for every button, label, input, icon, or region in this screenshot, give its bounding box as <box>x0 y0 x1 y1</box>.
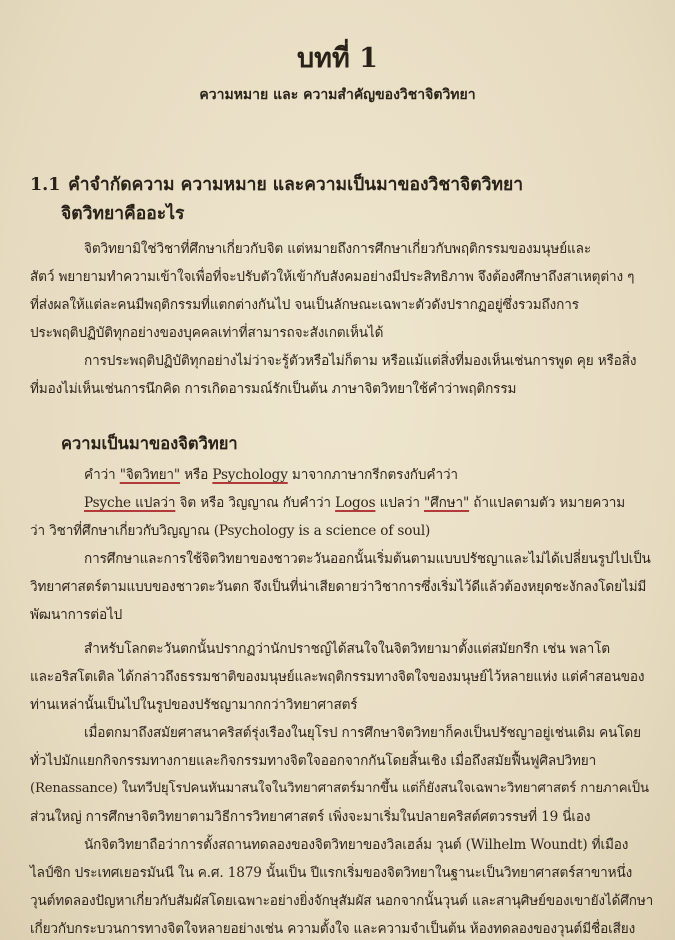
paragraph-line: การประพฤติปฏิบัติทุกอย่างไม่ว่าจะรู้ตัวหรือไม่ก็ตาม หรือแม้แต่สิ่งที่มองเห็นเช่นการพูด คุย หรือสิ่ง <box>84 353 637 369</box>
paragraph-line: เมื่อตกมาถึงสมัยศาสนาคริสต์รุ่งเรืองในยุโรป การศึกษาจิตวิทยาก็คงเป็นปรัชญาอยู่เช่นเดิม คนโดย <box>84 725 641 741</box>
paragraph-line: และอริสโตเติล ได้กล่าวถึงธรรมชาติของมนุษย์และพฤติกรรมทางจิตใจของมนุษย์ไว้หลายแห่ง แต่คำสอนของ <box>30 669 645 685</box>
term-jitwitthaya: "จิตวิทยา" <box>119 467 181 483</box>
paragraph-line: ส่วนใหญ่ การศึกษาจิตวิทยาตามวิธีการวิทยาศาสตร์ เพิ่งจะมาเริ่มในปลายคริสต์ศตวรรษที่ 19 นี่เอง <box>30 809 591 825</box>
paragraph-line: จิตวิทยามิใช่วิชาที่ศึกษาเกี่ยวกับจิต แต่หมายถึงการศึกษาเกี่ยวกับพฤติกรรมของมนุษย์และ <box>84 241 591 257</box>
paragraph-line: วุนต์ทดลองปัญหาเกี่ยวกับสัมผัสโดยเฉพาะอย่างยิ่งจักษุสัมผัส นอกจากนั้นวุนต์ และสานุศิษย์ของเขายังได้ศึกษา <box>30 893 654 909</box>
chapter-title: ความหมาย และ ความสำคัญของวิชาจิตวิทยา <box>199 87 476 103</box>
section-number: 1.1 <box>30 175 61 195</box>
term-suksa: "ศึกษา" <box>424 495 470 511</box>
paragraph-line: นักจิตวิทยาถือว่าการตั้งสถานทดลองของจิตวิทยาของวิลเฮล์ม วุนต์ (Wilhelm Woundt) ที่เมือง <box>84 837 629 853</box>
subheading-what-is-psychology: จิตวิทยาคืออะไร <box>61 204 185 224</box>
paragraph-line: ประพฤติปฏิบัติทุกอย่างของบุคคลเท่าที่สามารถจะสังเกตเห็นได้ <box>30 325 384 341</box>
section-title: คำจำกัดความ ความหมาย และความเป็นมาของวิชาจิตวิทยา <box>68 175 524 195</box>
paragraph-line: สัตว์ พยายามทำความเข้าใจเพื่อที่จะปรับตัวให้เข้ากับสังคมอย่างมีประสิทธิภาพ จึงต้องศึกษาถึงสาเหตุต่าง ๆ <box>30 269 635 285</box>
section-heading <box>30 170 523 198</box>
term-psyche: Psyche แปลว่า <box>84 495 176 511</box>
term-psychology: Psychology <box>212 467 288 483</box>
paragraph-line: ท่านเหล่านั้นเป็นไปในรูปของปรัชญามากกว่าวิทยาศาสตร์ <box>30 697 358 713</box>
text-run: แปลว่า <box>375 495 425 511</box>
paragraph-line: ไลป์ซิก ประเทศเยอรมันนี ใน ค.ศ. 1879 นั้นเป็น ปีแรกเริ่มของจิตวิทยาในฐานะเป็นวิทยาศาสตร์สาขาหนึ่ง <box>30 865 633 881</box>
paragraph-line: (Renassance) ในทวีปยุโรปคนหันมาสนใจในวิทยาศาสตร์มากขึ้น แต่ก็ยังสนใจเฉพาะวิทยาศาสตร์ กายภาคเป็น <box>30 781 649 796</box>
paragraph-line: ที่มองไม่เห็นเช่นการนึกคิด การเกิดอารมณ์รักเป็นต้น ภาษาจิตวิทยาใช้คำว่าพฤติกรรม <box>30 381 517 397</box>
paragraph-line: สำหรับโลกตะวันตกนั้นปรากฏว่านักปราชญ์ได้สนใจในจิตวิทยามาตั้งแต่สมัยกรีก เช่น พลาโต <box>84 641 610 657</box>
paragraph-line <box>84 463 458 485</box>
text-run: คำว่า <box>84 467 120 483</box>
paragraph-line: ทั่วไปมักแยกกิจกรรมทางกายและกิจกรรมทางจิตใจออกจากกันโดยสิ้นเชิง เมื่อถึงสมัยฟื้นฟูศิลปวิทยา <box>30 753 597 769</box>
paragraph-line: เกี่ยวกับกระบวนการทางจิตใจหลายอย่างเช่น ความตั้งใจ และความจำเป็นต้น ห้องทดลองของวุนต์มีชื่อเสียง <box>30 921 636 937</box>
text-run: จิต หรือ วิญญาณ กับคำว่า <box>175 495 336 511</box>
term-logos: Logos <box>335 495 376 511</box>
paragraph-line <box>84 491 625 513</box>
paragraph-line: วิทยาศาสตร์ตามแบบของชาวตะวันตก จึงเป็นที่น่าเสียดายว่าวิชาการซึ่งเริ่มไว้ดีแล้วต้องหยุดชะงักลงโดยไม่มี <box>30 579 647 595</box>
subheading-history-of-psychology: ความเป็นมาของจิตวิทยา <box>61 434 238 453</box>
paragraph-line: ที่ส่งผลให้แต่ละคนมีพฤติกรรมที่แตกต่างกันไป จนเป็นลักษณะเฉพาะตัวดังปรากฏอยู่ซึ่งรวมถึงการ <box>30 297 579 313</box>
paragraph-line: การศึกษาและการใช้จิตวิทยาของชาวตะวันออกนั้นเริ่มต้นตามแบบปรัชญาและไม่ได้เปลี่ยนรูปไปเป็น <box>84 551 651 567</box>
text-run: ถ้าแปลตามตัว หมายความ <box>469 495 626 511</box>
paragraph-line: พัฒนาการต่อไป <box>30 607 123 623</box>
text-run: มาจากภาษากรีกตรงกับคำว่า <box>287 467 458 483</box>
paragraph-line: ว่า วิชาที่ศึกษาเกี่ยวกับวิญญาณ (Psychology is a science of soul) <box>30 523 431 539</box>
text-run: หรือ <box>180 467 213 483</box>
chapter-number: บทที่ 1 <box>297 43 378 74</box>
